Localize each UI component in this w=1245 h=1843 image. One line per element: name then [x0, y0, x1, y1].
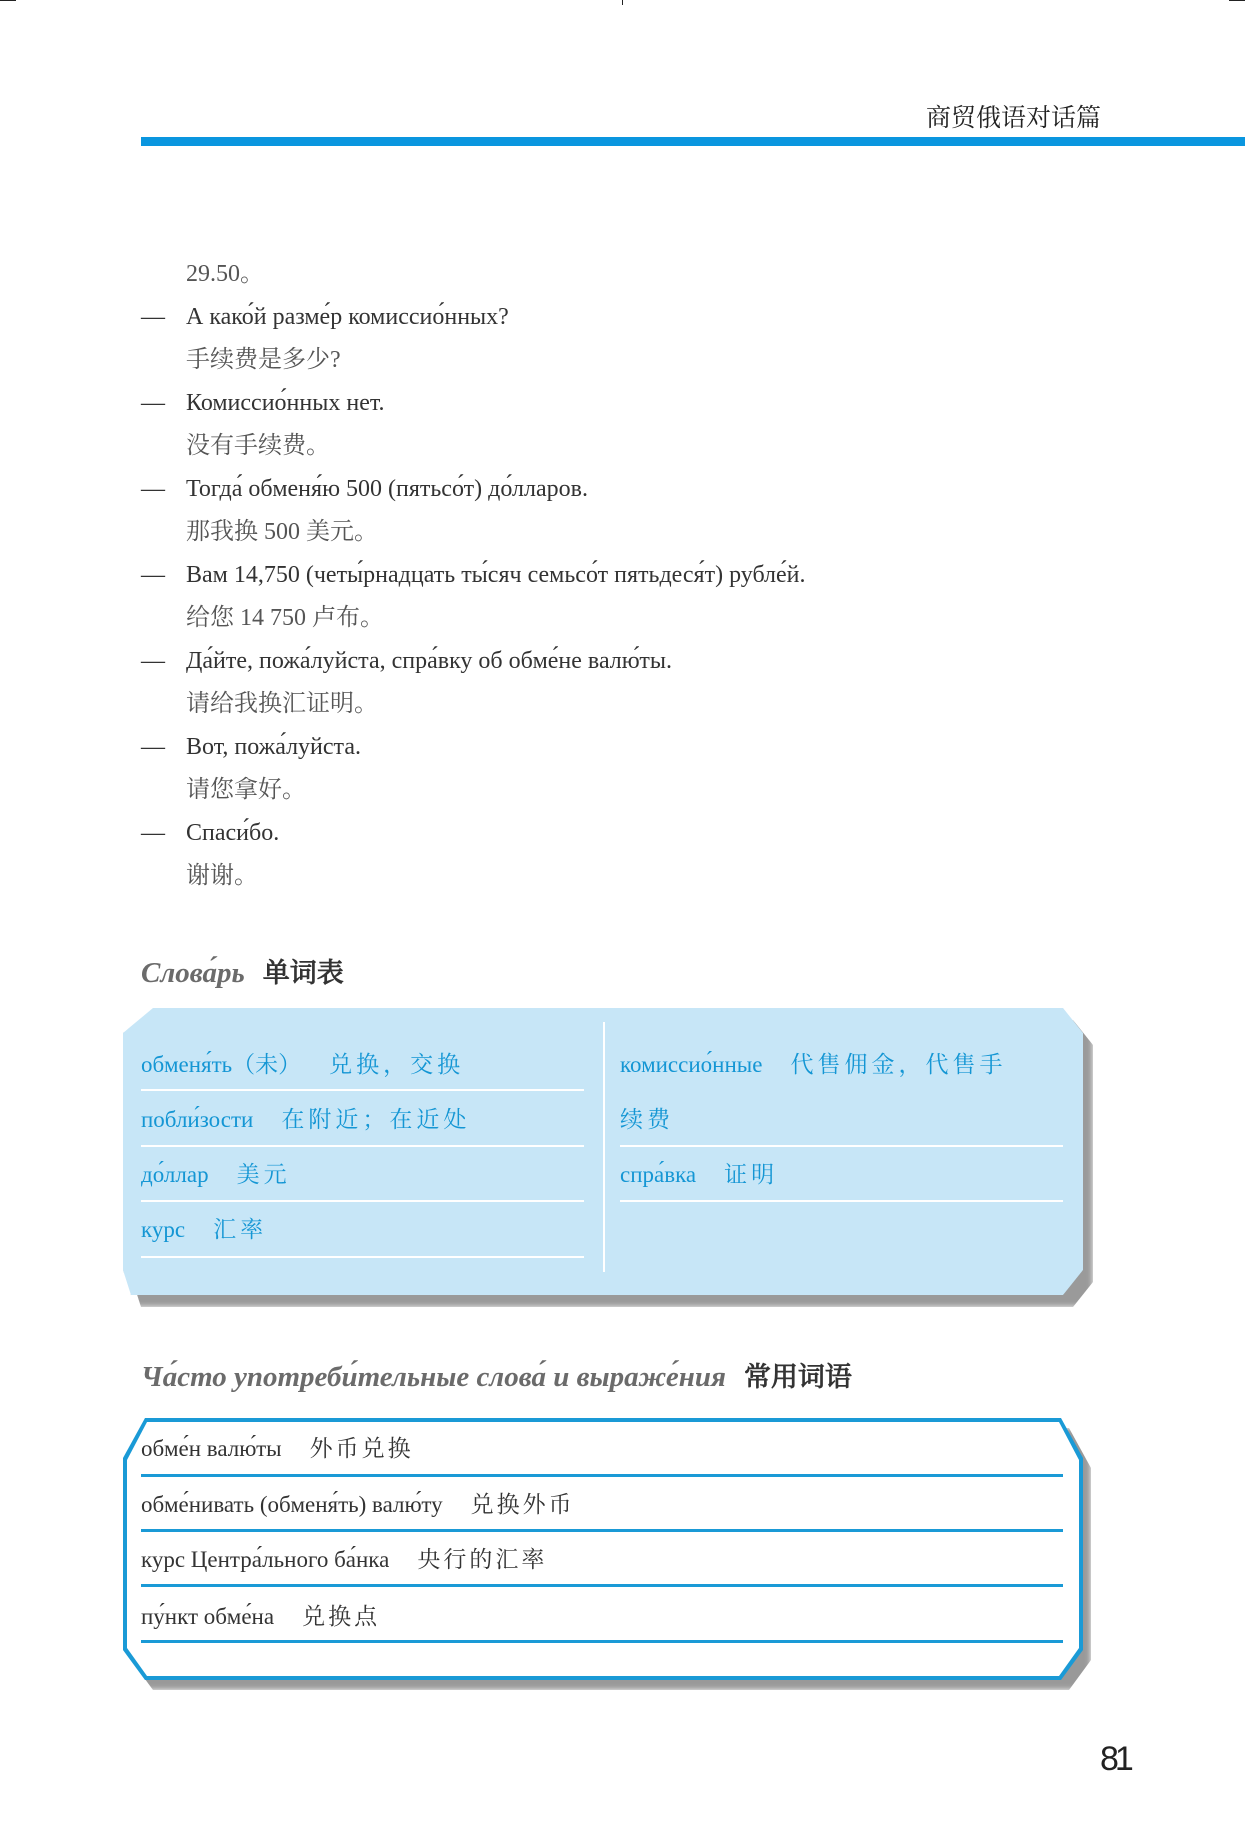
expression-translation: 兑换外币	[470, 1492, 575, 1517]
expression-translation: 兑换点	[302, 1604, 381, 1629]
expression-translation: 外币兑换	[309, 1436, 414, 1461]
vocab-term: обменя́ть（未）	[141, 1052, 302, 1077]
vocab-term: побли́зости	[141, 1107, 254, 1132]
vocabulary-heading-ru: Слова́рь	[141, 957, 245, 989]
dialogue-dash: —	[141, 476, 165, 502]
expression-item	[141, 1545, 547, 1575]
vocab-item	[141, 1160, 291, 1190]
expression-term: курс Центра́льного ба́нка	[141, 1547, 390, 1572]
expression-term: обме́нивать (обменя́ть) валю́ту	[141, 1492, 443, 1517]
dialogue-translation: 那我换 500 美元。	[186, 519, 378, 545]
header-accent-bar	[141, 137, 1245, 146]
expression-rule	[141, 1640, 1063, 1643]
vocab-item	[141, 1050, 464, 1080]
vocab-rule	[620, 1145, 1063, 1147]
dialogue-line	[141, 726, 1041, 769]
dialogue-line	[141, 511, 1041, 554]
running-header-title: 商贸俄语对话篇	[925, 103, 1101, 132]
dialogue-translation: 谢谢。	[186, 863, 258, 889]
vocab-translation: 证明	[724, 1162, 779, 1187]
vocab-rule	[620, 1200, 1063, 1202]
dialogue-text: Комиссио́нных нет.	[186, 390, 385, 416]
dialogue-line	[141, 855, 1041, 898]
dialogue-translation: 没有手续费。	[186, 433, 330, 459]
dialogue-dash: —	[141, 304, 165, 330]
dialogue-line	[141, 296, 1041, 339]
expression-item	[141, 1602, 380, 1632]
crop-mark	[1229, 0, 1245, 1]
expression-term: обме́н валю́ты	[141, 1436, 282, 1461]
expression-rule	[141, 1584, 1063, 1587]
vocab-item	[141, 1105, 470, 1135]
dialogue-dash: —	[141, 734, 165, 760]
dialogue-line	[141, 554, 1041, 597]
vocab-term: комиссио́нные	[620, 1052, 763, 1077]
expression-item	[141, 1434, 414, 1464]
vocab-item	[620, 1050, 1006, 1080]
vocab-item	[141, 1215, 267, 1245]
vocabulary-heading-zh: 单词表	[262, 958, 344, 989]
vocab-rule	[141, 1200, 584, 1202]
expressions-heading-ru: Ча́сто употреби́тельные слова́ и выраже́ния	[141, 1361, 726, 1393]
vocab-translation: 代售佣金，代售手	[790, 1052, 1007, 1077]
vocab-translation: 美元	[236, 1162, 291, 1187]
vocab-translation: 在附近；在近处	[281, 1107, 471, 1132]
vocab-rule	[141, 1089, 584, 1091]
dialogue-line	[141, 425, 1041, 468]
vocab-term: спра́вка	[620, 1162, 697, 1187]
dialogue-translation: 手续费是多少?	[186, 347, 341, 373]
crop-mark	[622, 0, 623, 5]
expression-item	[141, 1490, 575, 1520]
vocab-translation: 汇率	[213, 1217, 268, 1242]
dialogue-text: А како́й разме́р комиссио́нных?	[186, 304, 509, 330]
dialogue-text: Спаси́бо.	[186, 820, 280, 846]
dialogue-translation: 请给我换汇证明。	[186, 691, 378, 717]
dialogue-text: Вот, пожа́луйста.	[186, 734, 361, 760]
vocab-rule	[141, 1145, 584, 1147]
vocab-term: до́ллар	[141, 1162, 209, 1187]
expression-term: пу́нкт обме́на	[141, 1604, 275, 1629]
dialogue-text: Тогда́ обменя́ю 500 (пятьсо́т) до́лларов.	[186, 476, 588, 502]
dialogue-dash: —	[141, 562, 165, 588]
vocab-translation-continued: 续费	[620, 1107, 674, 1132]
vocab-translation: 兑换，交换	[329, 1052, 465, 1077]
dialogue-dash: —	[141, 390, 165, 416]
expression-rule	[141, 1474, 1063, 1477]
dialogue-translation: 请您拿好。	[186, 777, 306, 803]
expression-translation: 央行的汇率	[417, 1547, 548, 1572]
dialogue-line	[141, 683, 1041, 726]
vocab-rule	[141, 1256, 584, 1258]
expressions-heading	[141, 1357, 852, 1398]
vocabulary-column-divider	[603, 1022, 605, 1272]
dialogue-line	[141, 253, 1041, 296]
dialogue-line	[141, 468, 1041, 511]
dialogue-line	[141, 597, 1041, 640]
dialogue-dash: —	[141, 648, 165, 674]
expression-rule	[141, 1529, 1063, 1532]
vocabulary-heading	[141, 953, 344, 994]
dialogue-translation: 给您 14 750 卢布。	[186, 605, 384, 631]
page-number: 81	[1100, 1740, 1130, 1778]
dialogue-line	[141, 640, 1041, 683]
crop-mark	[0, 0, 16, 1]
dialogue-line	[141, 339, 1041, 382]
dialogue-line	[141, 812, 1041, 855]
vocab-item	[620, 1160, 778, 1190]
expressions-heading-zh: 常用词语	[743, 1362, 852, 1393]
dialogue-text: Да́йте, пожа́луйста, спра́вку об обме́не валю́ты.	[186, 648, 673, 674]
dialogue-dash: —	[141, 820, 165, 846]
dialogue	[141, 253, 1041, 898]
dialogue-translation: 29.50。	[186, 261, 264, 287]
dialogue-line	[141, 382, 1041, 425]
dialogue-line	[141, 769, 1041, 812]
vocab-term: курс	[141, 1217, 186, 1242]
dialogue-text: Вам 14,750 (четы́рнадцать ты́сяч семьсо́т пятьдеся́т) рубле́й.	[186, 562, 806, 588]
